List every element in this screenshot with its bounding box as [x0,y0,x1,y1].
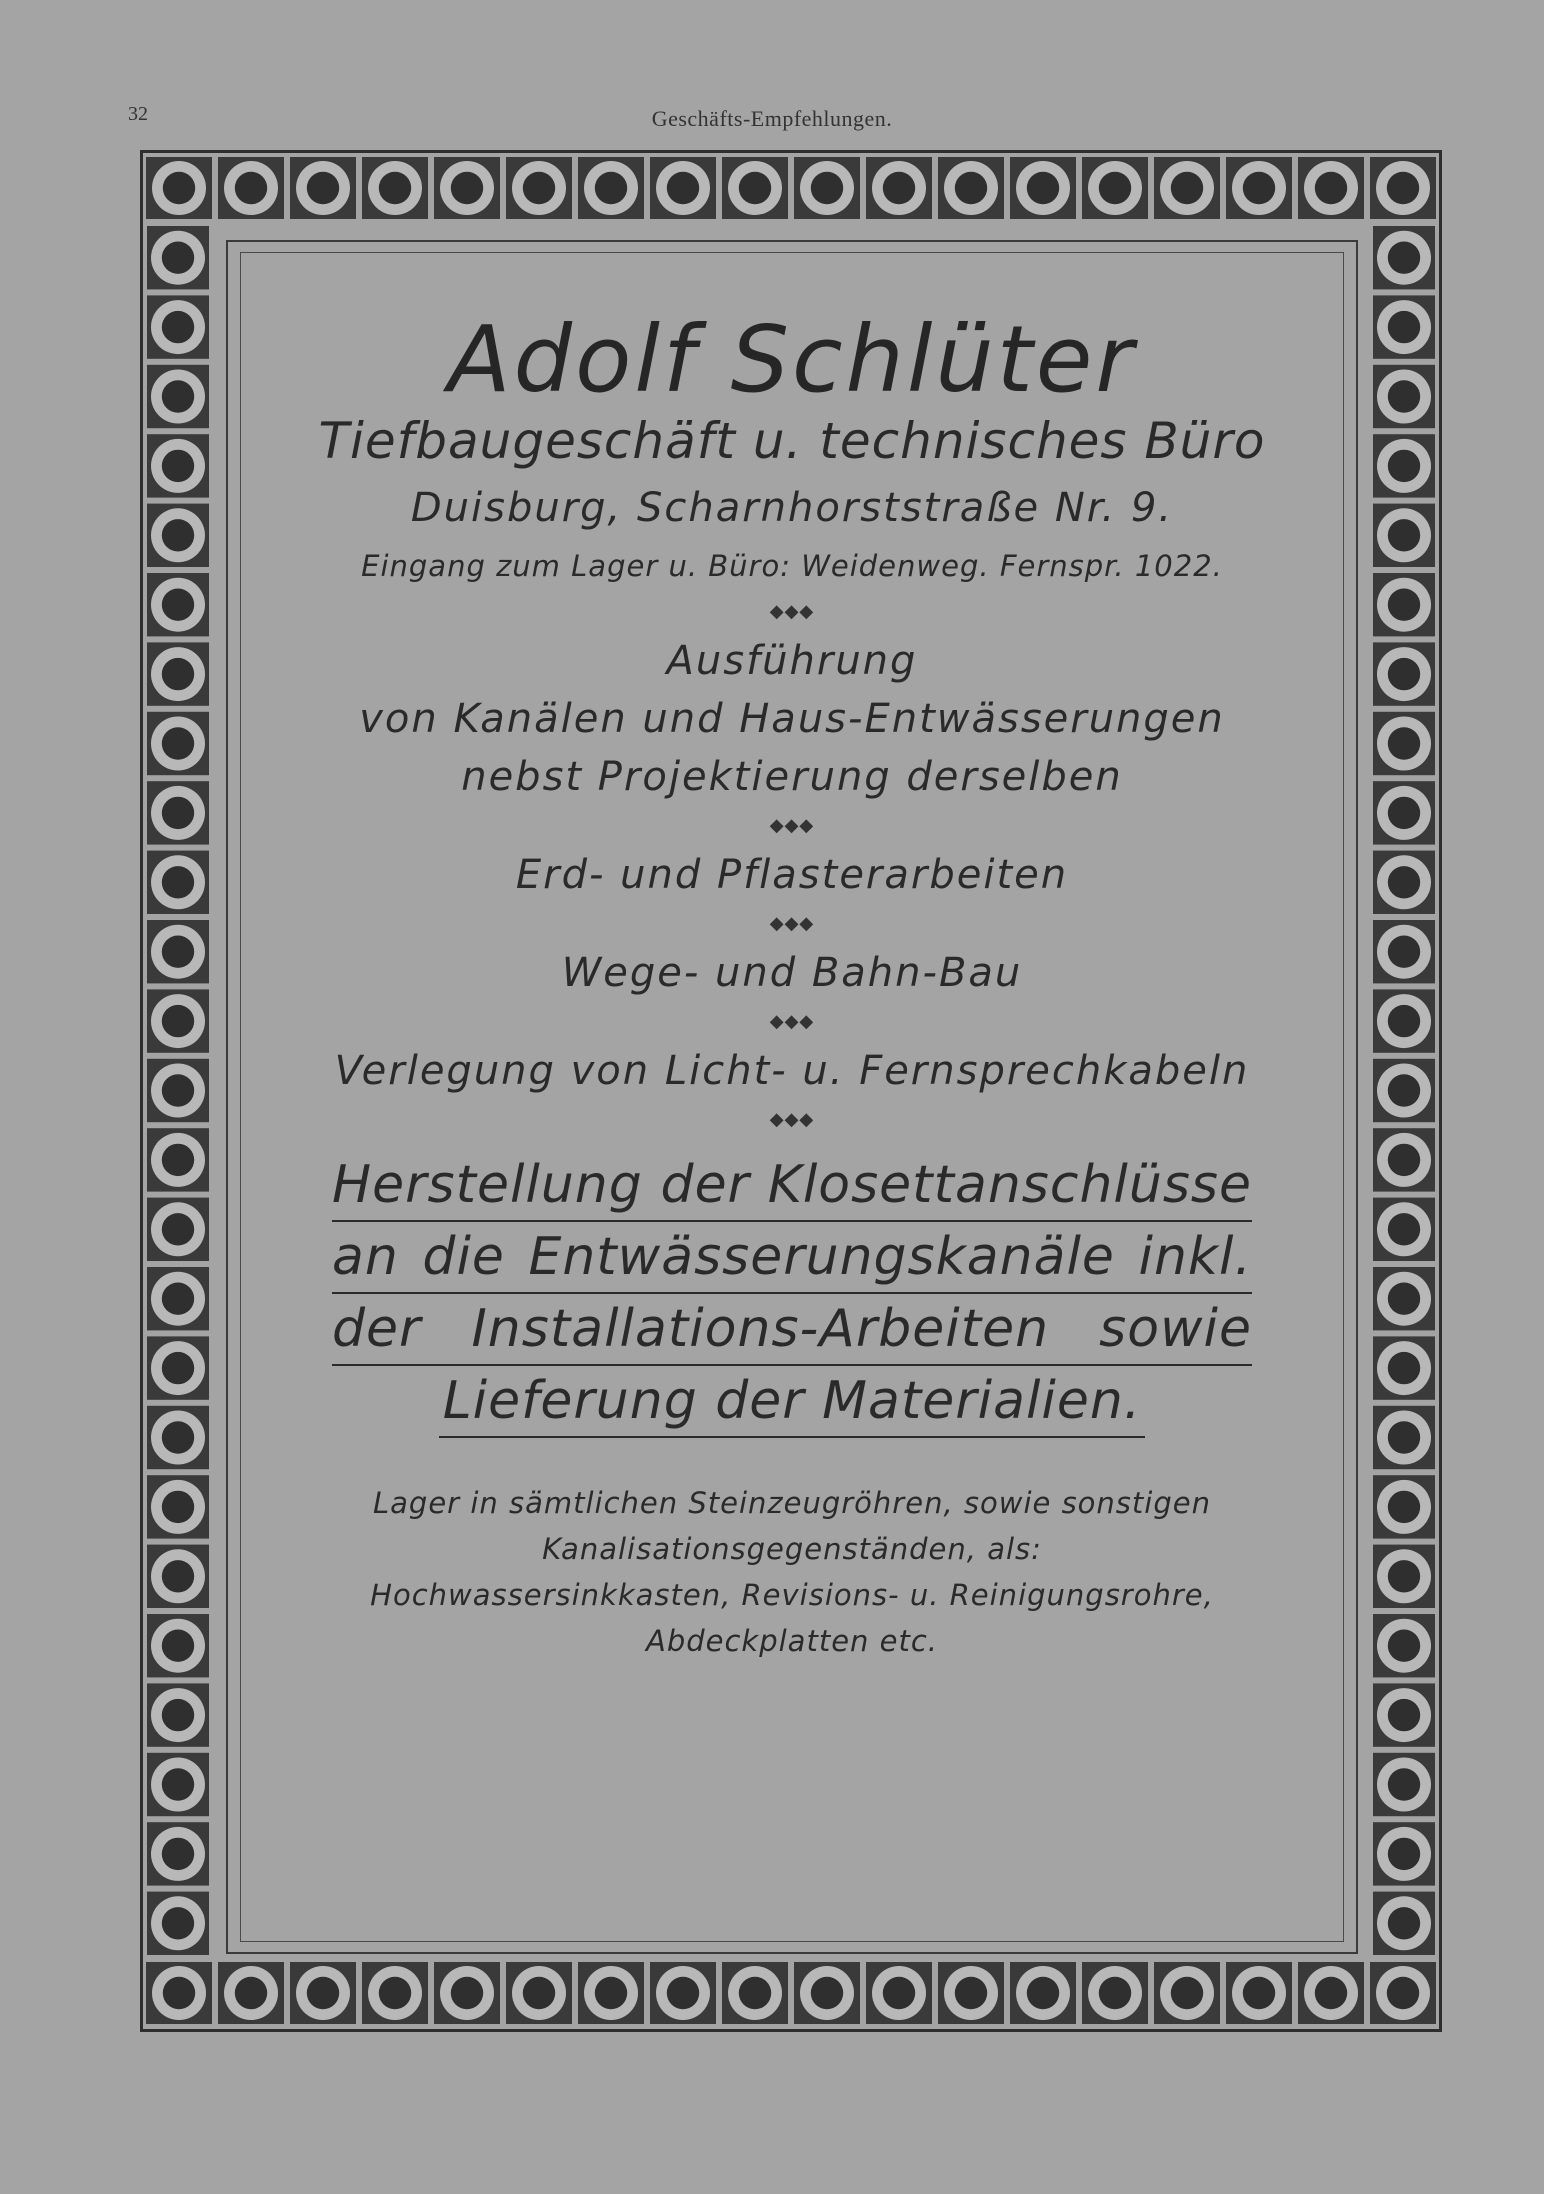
ring-ornament-icon [1373,1267,1435,1330]
ring-ornament-icon [218,157,284,219]
service-line: Verlegung von Licht- u. Fernsprechkabeln [334,1048,1250,1094]
ring-ornament-icon [147,1614,209,1677]
ring-ornament-icon [1373,1614,1435,1677]
ring-ornament-icon [1373,781,1435,844]
ring-ornament-icon [578,157,644,219]
ring-ornament-icon [938,1962,1004,2024]
ring-ornament-icon [1373,1198,1435,1261]
ring-ornament-icon [1373,504,1435,567]
ring-ornament-icon [1373,434,1435,497]
ring-ornament-icon [1154,1962,1220,2024]
ring-ornament-icon [1373,989,1435,1052]
ring-ornament-icon [1373,1822,1435,1885]
ring-ornament-icon [147,1753,209,1816]
ring-ornament-icon [147,712,209,775]
ring-ornament-icon [1373,365,1435,428]
ring-ornament-icon [1373,1128,1435,1191]
ring-ornament-icon [1373,1059,1435,1122]
ring-ornament-icon [147,1822,209,1885]
ring-ornament-icon [794,1962,860,2024]
ring-ornament-icon [290,157,356,219]
ring-ornament-icon [1226,157,1292,219]
ring-ornament-icon [1373,1892,1435,1955]
ring-ornament-icon [147,434,209,497]
ring-ornament-icon [1082,1962,1148,2024]
ring-ornament-icon [1370,1962,1436,2024]
ring-ornament-icon [1373,295,1435,358]
stock-notice [260,1480,1324,1664]
company-subtitle: Tiefbaugeschäft u. technisches Büro [318,412,1266,470]
ring-ornament-icon [147,365,209,428]
ring-ornament-icon [147,1198,209,1261]
ring-ornament-icon [938,157,1004,219]
separator-ornament: ◆◆◆ [769,1011,815,1032]
ring-ornament-icon [506,1962,572,2024]
ring-ornament-icon [1373,851,1435,914]
ring-ornament-icon [578,1962,644,2024]
highlight-line: der Installations-Arbeiten sowie [332,1294,1252,1366]
ring-ornament-icon [147,989,209,1052]
ring-ornament-icon [147,573,209,636]
ring-ornament-icon [506,157,572,219]
ring-ornament-icon [147,1545,209,1608]
ring-ornament-icon [146,157,212,219]
ring-ornament-icon [362,157,428,219]
ornament-border-left [143,223,213,1958]
ring-ornament-icon [650,1962,716,2024]
separator-ornament: ◆◆◆ [769,1109,815,1130]
ring-ornament-icon [147,504,209,567]
ring-ornament-icon [1298,1962,1364,2024]
stock-line: Hochwassersinkkasten, Revisions- u. Reinigungsrohre, [370,1578,1214,1612]
ring-ornament-icon [1373,573,1435,636]
stock-line: Lager in sämtlichen Steinzeugröhren, sowie sonstigen [373,1486,1211,1520]
separator-ornament: ◆◆◆ [769,815,815,836]
ring-ornament-icon [147,1406,209,1469]
company-address: Duisburg, Scharnhorststraße Nr. 9. [410,485,1174,531]
ring-ornament-icon [1373,920,1435,983]
running-head: Geschäfts-Empfehlungen. [651,106,893,131]
ring-ornament-icon [1010,1962,1076,2024]
page-number: 32 [128,103,148,125]
ring-ornament-icon [1373,642,1435,705]
stock-line: Kanalisationsgegenständen, als: [542,1532,1042,1566]
ring-ornament-icon [362,1962,428,2024]
highlight-line: Lieferung der Materialien. [439,1366,1146,1438]
highlight-block [260,1150,1324,1438]
service-line: Ausführung [666,638,918,684]
stock-line: Abdeckplatten etc. [645,1624,939,1658]
service-line: nebst Projektierung derselben [461,754,1123,800]
ring-ornament-icon [147,781,209,844]
ring-ornament-icon [147,851,209,914]
ring-ornament-icon [794,157,860,219]
ring-ornament-icon [866,157,932,219]
ring-ornament-icon [147,1267,209,1330]
highlight-line: Herstellung der Klosettanschlüsse [332,1150,1252,1222]
ring-ornament-icon [1373,1336,1435,1399]
ornament-border-top [143,153,1439,223]
ring-ornament-icon [147,1683,209,1746]
ring-ornament-icon [290,1962,356,2024]
ring-ornament-icon [218,1962,284,2024]
ring-ornament-icon [1370,157,1436,219]
ring-ornament-icon [1010,157,1076,219]
ring-ornament-icon [1373,1545,1435,1608]
ring-ornament-icon [147,1475,209,1538]
ring-ornament-icon [1154,157,1220,219]
ring-ornament-icon [650,157,716,219]
ring-ornament-icon [866,1962,932,2024]
highlight-line: an die Entwässerungskanäle inkl. [332,1222,1252,1294]
service-line: Wege- und Bahn-Bau [561,950,1023,996]
separator-ornament: ◆◆◆ [769,913,815,934]
service-line: von Kanälen und Haus-Entwässerungen [359,696,1225,742]
ring-ornament-icon [147,226,209,289]
ring-ornament-icon [1373,1406,1435,1469]
ring-ornament-icon [1373,226,1435,289]
ornament-border-bottom [143,1958,1439,2028]
advertisement [260,290,1324,1664]
entrance-and-phone: Eingang zum Lager u. Büro: Weidenweg. Fernspr. 1022. [361,549,1223,583]
ring-ornament-icon [147,295,209,358]
ornament-border-right [1369,223,1439,1958]
ring-ornament-icon [1373,1475,1435,1538]
ring-ornament-icon [1373,1683,1435,1746]
ring-ornament-icon [147,1892,209,1955]
ring-ornament-icon [434,1962,500,2024]
ring-ornament-icon [1298,157,1364,219]
ring-ornament-icon [1226,1962,1292,2024]
separator-ornament: ◆◆◆ [769,601,815,622]
ring-ornament-icon [434,157,500,219]
ring-ornament-icon [1373,1753,1435,1816]
ring-ornament-icon [147,920,209,983]
ring-ornament-icon [722,1962,788,2024]
service-line: Erd- und Pflasterarbeiten [515,852,1069,898]
ring-ornament-icon [1373,712,1435,775]
ring-ornament-icon [147,642,209,705]
ring-ornament-icon [146,1962,212,2024]
ring-ornament-icon [147,1128,209,1191]
ring-ornament-icon [722,157,788,219]
ring-ornament-icon [147,1336,209,1399]
ring-ornament-icon [147,1059,209,1122]
ring-ornament-icon [1082,157,1148,219]
company-name: Adolf Schlüter [447,306,1137,413]
